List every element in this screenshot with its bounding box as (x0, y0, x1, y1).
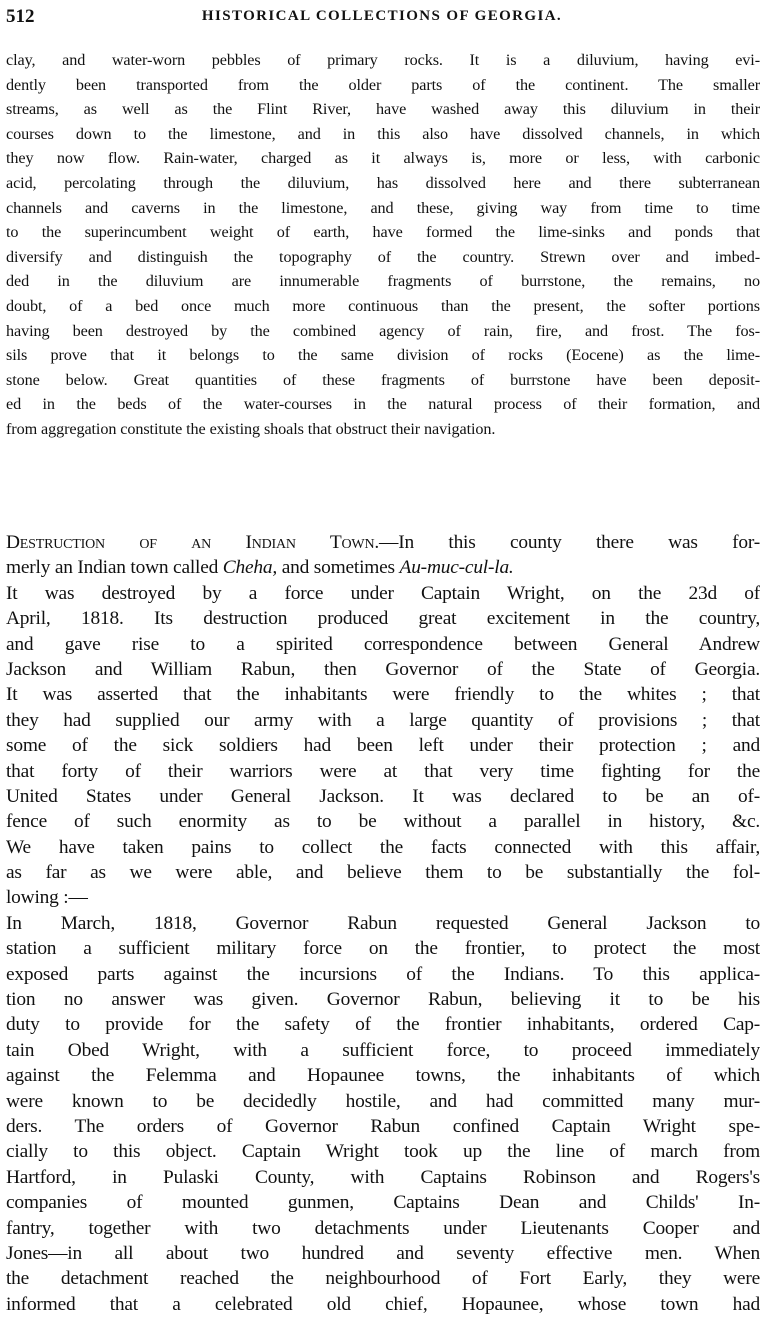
text-segment: merly an Indian town called (6, 557, 223, 579)
text-line: ded in the diluvium are innumerable fragments of burrstone, the remains, no (6, 272, 760, 291)
text-line: tion no answer was given. Governor Rabun, believing it to be his (6, 989, 760, 1011)
text-line: doubt, of a bed once much more continuous than the present, the softer portions (6, 296, 760, 315)
text-line: ders. The orders of Governor Rabun confined Captain Wright spe- (6, 1115, 760, 1137)
text-line: companies of mounted gunmen, Captains Dean and Childs' In- (6, 1192, 760, 1214)
text-line: diversify and distinguish the topography of the country. Strewn over and imbed- (6, 247, 760, 266)
text-line: they had supplied our army with a large quantity of provisions ; that (6, 709, 760, 731)
text-line: stone below. Great quantities of these fragments of burrstone have been deposit- (6, 370, 760, 389)
paragraph-small-print (6, 48, 760, 442)
section-first-line (6, 530, 760, 555)
text-line: lowing :— (6, 887, 88, 909)
text-line: having been destroyed by the combined agency of rain, fire, and frost. The fos- (6, 321, 760, 340)
text-line: channels and caverns in the limestone, and these, giving way from time to time (6, 198, 760, 217)
text-line: dently been transported from the older parts of the continent. The smaller (6, 75, 760, 94)
text-line: acid, percolating through the diluvium, has dissolved here and there subterranean (6, 173, 760, 192)
text-line: cially to this object. Captain Wright took up the line of march from (6, 1141, 760, 1163)
text-line: some of the sick soldiers had been left under their protection ; and (6, 735, 760, 757)
text-line: against the Felemma and Hopaunee towns, the inhabitants of which (6, 1065, 760, 1087)
text-line: from aggregation constitute the existing shoals that obstruct their navigation. (6, 419, 496, 438)
text-line: tain Obed Wright, with a sufficient force, to proceed immediately (6, 1039, 760, 1061)
text-line: fantry, together with two detachments under Lieutenants Cooper and (6, 1217, 760, 1239)
text-line: informed that a celebrated old chief, Hopaunee, whose town had (6, 1293, 760, 1315)
text-line: It was destroyed by a force under Captain Wright, on the 23d of (6, 582, 760, 604)
text-line: were known to be decidedly hostile, and had committed many mur- (6, 1090, 760, 1112)
section-destruction-of-indian-town (6, 530, 760, 1317)
page-header (6, 6, 758, 30)
text-line: exposed parts against the incursions of the Indians. To this applica- (6, 963, 760, 985)
text-line: they now flow. Rain-water, charged as it always is, more or less, with carbonic (6, 149, 760, 168)
text-line: duty to provide for the safety of the frontier inhabitants, ordered Cap- (6, 1014, 760, 1036)
text-line: clay, and water-worn pebbles of primary rocks. It is a diluvium, having evi- (6, 51, 760, 69)
running-title: HISTORICAL COLLECTIONS OF GEORGIA. (201, 8, 563, 24)
alt-town-name: Au-muc-cul-la. (399, 557, 514, 579)
text-line: In March, 1818, Governor Rabun requested General Jackson to (6, 912, 760, 934)
heading-dash: — (379, 532, 399, 553)
text-line: It was asserted that the inhabitants were friendly to the whites ; that (6, 684, 760, 706)
text-line: courses down to the limestone, and in this also have dissolved channels, in which (6, 124, 760, 143)
section-second-line (6, 555, 760, 580)
text-line: Hartford, in Pulaski County, with Captains Robinson and Rogers's (6, 1166, 760, 1188)
text-segment: In this county there was for- (398, 532, 760, 553)
text-line: that forty of their warriors were at that very time fighting for the (6, 760, 760, 782)
text-line: and gave rise to a spirited correspondence between General Andrew (6, 633, 760, 655)
text-line: as far as we were able, and believe them to be substantially the fol- (6, 862, 760, 884)
text-line: United States under General Jackson. It was declared to be an of- (6, 785, 760, 807)
text-line: fence of such enormity as to be without a parallel in history, &c. (6, 811, 760, 833)
text-line: streams, as well as the Flint River, have washed away this diluvium in their (6, 100, 760, 119)
section-heading: Destruction of an Indian Town. (6, 532, 380, 553)
text-line: ed in the beds of the water-courses in the natural process of their formation, and (6, 395, 760, 414)
text-line: the detachment reached the neighbourhood of Fort Early, they were (6, 1268, 760, 1290)
town-name: Cheha, (222, 557, 278, 579)
text-line: to the superincumbent weight of earth, have formed the lime-sinks and ponds that (6, 223, 760, 242)
page-number: 512 (6, 6, 35, 27)
text-line: Jones—in all about two hundred and seventy effective men. When (6, 1242, 760, 1264)
text-line: April, 1818. Its destruction produced great excitement in the country, (6, 608, 760, 630)
text-line: Jackson and William Rabun, then Governor of the State of Georgia. (6, 658, 760, 680)
text-line: station a sufficient military force on the frontier, to protect the most (6, 938, 760, 960)
text-line: sils prove that it belongs to the same division of rocks (Eocene) as the lime- (6, 346, 760, 365)
text-segment: and sometimes (277, 557, 400, 579)
text-line: We have taken pains to collect the facts connected with this affair, (6, 836, 760, 858)
